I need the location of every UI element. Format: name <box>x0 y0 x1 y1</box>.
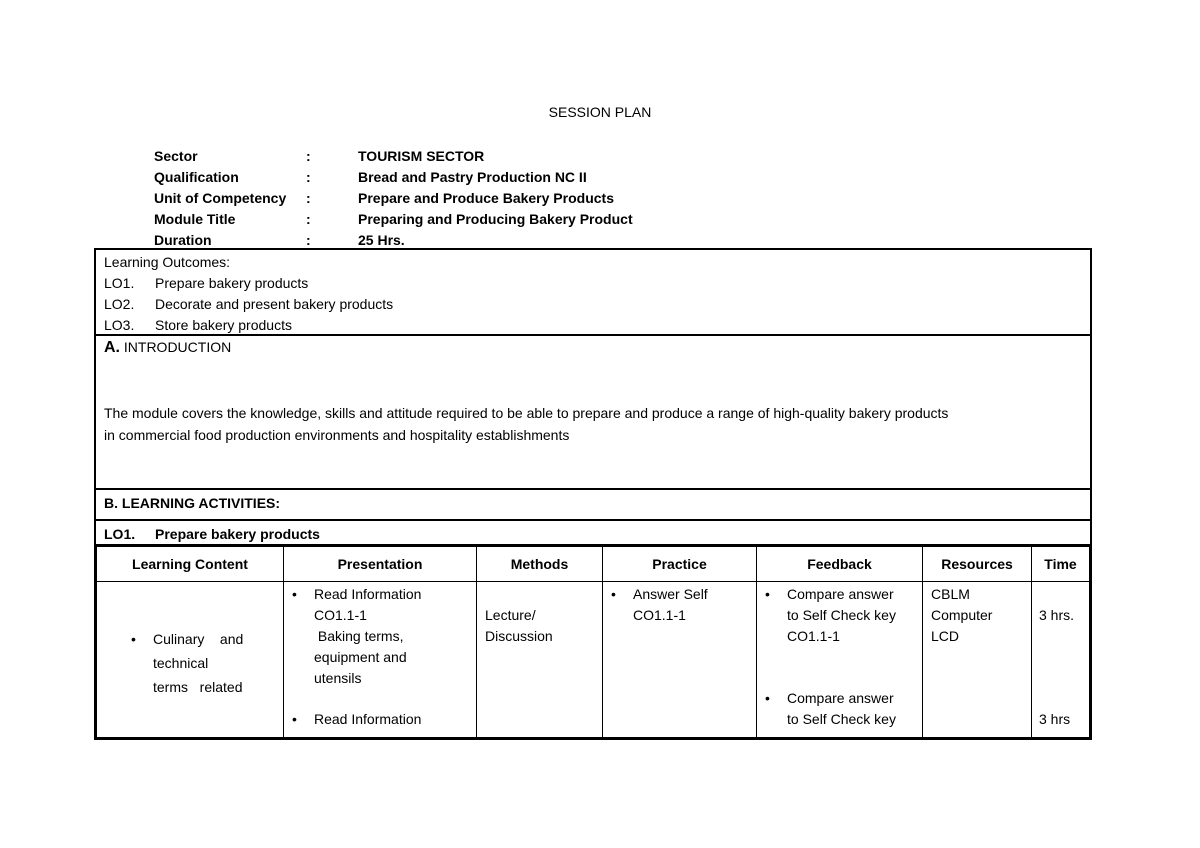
td-resources <box>922 581 1032 738</box>
header-value: Preparing and Producing Bakery Product <box>358 211 633 227</box>
header-value: 25 Hrs. <box>358 232 405 248</box>
presentation-line: Read Information <box>314 711 422 727</box>
th-presentation: Presentation <box>283 546 477 582</box>
resource-line: CBLM <box>931 586 970 602</box>
td-presentation <box>283 581 477 738</box>
lo-text: Prepare bakery products <box>155 275 309 291</box>
th-resources: Resources <box>922 546 1032 582</box>
header-label: Module Title <box>154 211 236 227</box>
feedback-line: CO1.1-1 <box>787 628 840 644</box>
lo1-text: Prepare bakery products <box>155 526 320 542</box>
presentation-line: equipment and <box>314 649 407 665</box>
presentation-line: Read Information <box>314 586 422 602</box>
header-label: Sector <box>154 148 198 164</box>
bullet-icon: • <box>765 690 770 706</box>
lo-text: Store bakery products <box>155 317 292 333</box>
resource-line: LCD <box>931 628 960 644</box>
lo1-row <box>94 519 1092 546</box>
methods-line: Discussion <box>485 628 553 644</box>
bullet-icon: • <box>765 586 770 602</box>
bullet-icon: • <box>292 711 297 727</box>
th-methods: Methods <box>476 546 603 582</box>
header-label: Duration <box>154 232 212 248</box>
presentation-line: utensils <box>314 670 362 686</box>
learning-outcome-item <box>104 294 393 315</box>
header-colon: : <box>306 211 311 227</box>
bullet-icon: • <box>611 586 616 602</box>
header-row-sector <box>154 146 633 167</box>
td-methods <box>476 581 603 738</box>
introduction-letter: A. <box>104 339 120 356</box>
learning-outcomes-box <box>94 248 1092 336</box>
introduction-box <box>94 334 1092 490</box>
header-row-module <box>154 209 633 230</box>
lo-text: Decorate and present bakery products <box>155 296 394 312</box>
header-value: Bread and Pastry Production NC II <box>358 169 587 185</box>
th-time: Time <box>1031 546 1090 582</box>
lo-number: LO2. <box>104 296 135 312</box>
feedback-bullet-item <box>761 688 896 730</box>
header-value: Prepare and Produce Bakery Products <box>358 190 614 206</box>
presentation-line: Baking terms, <box>314 628 404 644</box>
presentation-line: CO1.1-1 <box>314 607 367 623</box>
header-label: Unit of Competency <box>154 190 287 206</box>
header-colon: : <box>306 190 311 206</box>
header-row-unit <box>154 188 633 209</box>
header-label: Qualification <box>154 169 239 185</box>
content-bullet-item <box>127 627 243 699</box>
feedback-line: to Self Check key <box>787 711 896 727</box>
practice-line: Answer Self <box>633 586 708 602</box>
introduction-title: INTRODUCTION <box>123 339 232 355</box>
content-line: terms related <box>153 679 243 695</box>
td-practice <box>602 581 757 738</box>
content-line: technical <box>153 655 209 671</box>
learning-outcome-item <box>104 315 393 336</box>
resource-line: Computer <box>931 607 993 623</box>
learning-activities-heading: B. LEARNING ACTIVITIES: <box>104 495 281 511</box>
header-colon: : <box>306 169 311 185</box>
learning-outcomes-heading: Learning Outcomes: <box>104 254 231 270</box>
practice-bullet-item <box>607 584 708 626</box>
lo-number: LO3. <box>104 317 135 333</box>
activities-table <box>94 544 1092 740</box>
td-learning-content <box>96 581 284 738</box>
bullet-icon: • <box>292 586 297 602</box>
presentation-bullet-item <box>288 584 421 689</box>
lo1-number: LO1. <box>104 526 136 542</box>
feedback-line: Compare answer <box>787 690 894 706</box>
feedback-line: to Self Check key <box>787 607 896 623</box>
feedback-bullet-item <box>761 584 896 647</box>
introduction-text <box>104 402 948 446</box>
th-learning-content: Learning Content <box>96 546 284 582</box>
content-line: Culinary and <box>153 631 244 647</box>
header-block <box>154 146 633 251</box>
lo1-heading <box>104 524 320 545</box>
time-value: 3 hrs <box>1039 711 1071 727</box>
header-colon: : <box>306 148 311 164</box>
feedback-line: Compare answer <box>787 586 894 602</box>
learning-outcome-item <box>104 273 393 294</box>
bullet-icon: • <box>131 631 136 647</box>
introduction-line: in commercial food production environments and hospitality establishments <box>104 427 570 443</box>
td-time <box>1031 581 1090 738</box>
methods-line: Lecture/ <box>485 607 536 623</box>
document-title: SESSION PLAN <box>548 104 652 120</box>
lo-number: LO1. <box>104 275 135 291</box>
introduction-line: The module covers the knowledge, skills and attitude required to be able to prepare and produce a range of high-quality bakery products <box>104 405 949 421</box>
header-colon: : <box>306 232 311 248</box>
learning-activities-box <box>94 488 1092 521</box>
presentation-bullet-item <box>288 709 421 730</box>
header-value: TOURISM SECTOR <box>358 148 485 164</box>
th-feedback: Feedback <box>756 546 923 582</box>
practice-line: CO1.1-1 <box>633 607 686 623</box>
introduction-heading <box>104 337 231 358</box>
td-feedback <box>756 581 923 738</box>
header-row-qualification <box>154 167 633 188</box>
time-value: 3 hrs. <box>1039 607 1075 623</box>
th-practice: Practice <box>602 546 757 582</box>
